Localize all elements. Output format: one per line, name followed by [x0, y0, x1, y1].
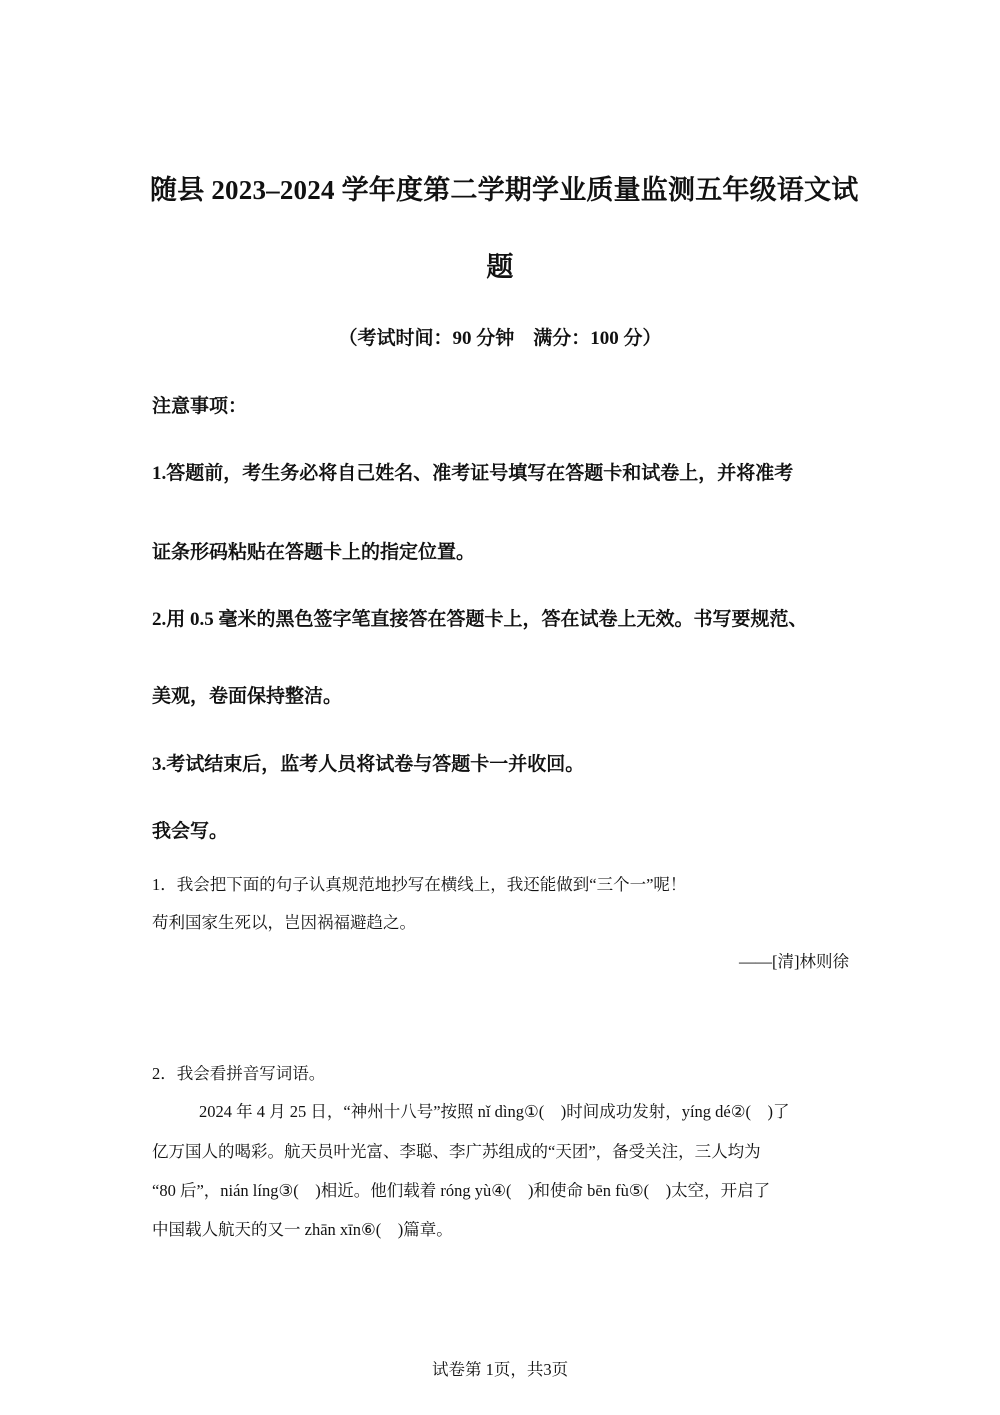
- page-footer: 试卷第 1页，共3页: [431, 1360, 569, 1379]
- question-2-line4: 中国载人航天的又一 zhān xīn⑥( )篇章。: [152, 1220, 453, 1239]
- notice-1-line2: 证条形码粘贴在答题卡上的指定位置。: [152, 542, 476, 563]
- document-title-line1: 随县 2023–2024 学年度第二学期学业质量监测五年级语文试: [150, 175, 859, 205]
- notice-heading: 注意事项：: [152, 396, 248, 417]
- question-2-line2: 亿万国人的喝彩。航天员叶光富、李聪、李广苏组成的“天团”，备受关注，三人均为: [152, 1142, 761, 1161]
- notice-2-line1: 2.用 0.5 毫米的黑色签字笔直接答在答题卡上，答在试卷上无效。书写要规范、: [152, 609, 808, 630]
- section-heading: 我会写。: [152, 821, 229, 842]
- exam-info: （考试时间：90 分钟 满分：100 分）: [338, 328, 662, 349]
- document-title-line2: 题: [486, 252, 514, 282]
- notice-1-line1: 1.答题前，考生务必将自己姓名、准考证号填写在答题卡和试卷上，并将准考: [152, 463, 794, 484]
- notice-3-line1: 3.考试结束后，监考人员将试卷与答题卡一并收回。: [152, 754, 585, 775]
- question-1-prompt: 1．我会把下面的句子认真规范地抄写在横线上，我还能做到“三个一”呢！: [152, 875, 687, 894]
- notice-2-line2: 美观，卷面保持整洁。: [152, 686, 343, 707]
- question-2-line1: 2024 年 4 月 25 日，“神州十八号”按照 nǐ dìng①( )时间成功发射，yíng dé②( )了: [199, 1102, 790, 1121]
- question-2-prompt: 2．我会看拼音写词语。: [152, 1064, 326, 1083]
- question-1-attribution: ——[清]林则徐: [739, 952, 849, 971]
- question-2-line3: “80 后”，nián líng③( )相近。他们载着 róng yù④( )和使命 bēn fù⑤( )太空，开启了: [152, 1181, 771, 1200]
- question-1-quote: 苟利国家生死以，岂因祸福避趋之。: [152, 913, 416, 932]
